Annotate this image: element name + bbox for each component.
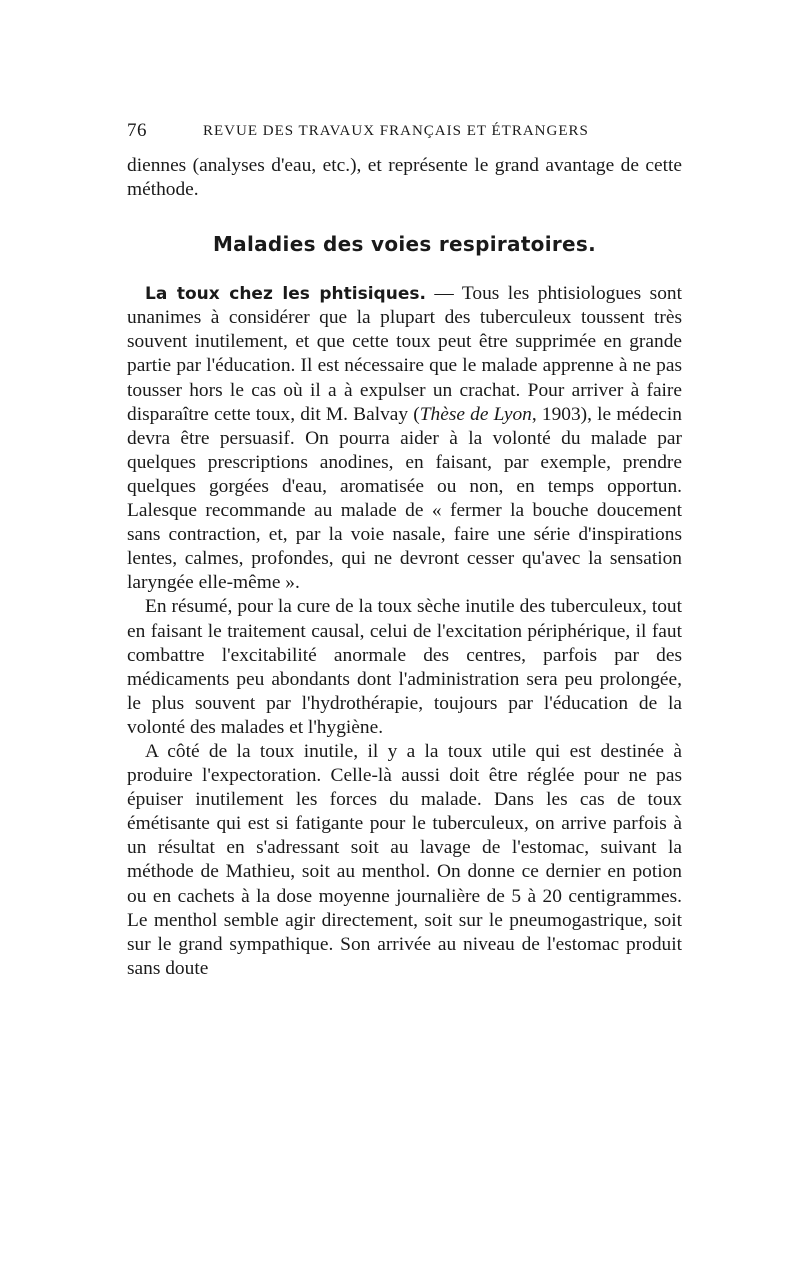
article-paragraph-2: En résumé, pour la cure de la toux sèche inutile des tuberculeux, tout en faisant le traitement causal, celui de l'excitation périphérique, il faut combattre l'excitabilité anormale des centres, parfois par des médicaments peu abondants dont l'administration sera peu prolongée, le plus souvent par l'hydrothérapie, toujours par l'éducation de la volonté des malades et l'hygiène.: [127, 596, 682, 738]
page-number: 76: [127, 120, 147, 141]
paragraph-1-text-b: , 1903), le médecin devra être persuasif. On pourra aider à la volonté du malade par quelques prescriptions anodines, en faisant, par exemple, prendre quelques gorgées d'eau, aromatisée ou non, en temps opportun. Lalesque recommande au malade de « fermer la bouche doucement sans contraction, et, par la voie nasale, faire une série d'inspirations lentes, calmes, profondes, qui ne devront cesser qu'avec la sensation laryngée elle-même ».: [127, 403, 682, 594]
citation-title: Thèse de Lyon: [419, 403, 532, 425]
article-paragraph-1: [127, 282, 682, 595]
running-head: [127, 120, 682, 146]
section-heading: Maladies des voies respiratoires.: [212, 232, 596, 257]
book-page: [127, 120, 682, 981]
article-run-in-title: La toux chez les phtisiques.: [145, 284, 426, 305]
paragraph-1-text-a: — Tous les phtisiologues sont unanimes à considérer que la plupart des tuberculeux toussent très souvent inutilement, et que cette toux peut être supprimée en grande partie par l'éducation. Il est nécessaire que le malade apprenne à ne pas tousser hors le cas où il a à expulser un crachat. Pour arriver à faire disparaître cette toux, dit M. Balvay (: [127, 283, 682, 425]
article-paragraph-3: A côté de la toux inutile, il y a la toux utile qui est destinée à produire l'expectoration. Celle-là aussi doit être réglée pour ne pas épuiser inutilement les forces du malade. Dans les cas de toux émétisante qui est si fatigante pour le tuberculeux, on arrive parfois à un résultat en s'adressant soit au lavage de l'estomac, suivant la méthode de Mathieu, soit au menthol. On donne ce dernier en potion ou en cachets à la dose moyenne journalière de 5 à 20 centigrammes. Le menthol semble agir directement, soit sur le pneumogastrique, soit sur le grand sympathique. Son arrivée au niveau de l'estomac produit sans doute: [127, 740, 682, 979]
continuation-paragraph: diennes (analyses d'eau, etc.), et représente le grand avantage de cette méthode.: [127, 155, 682, 201]
running-title: REVUE DES TRAVAUX FRANÇAIS ET ÉTRANGERS: [203, 123, 589, 139]
